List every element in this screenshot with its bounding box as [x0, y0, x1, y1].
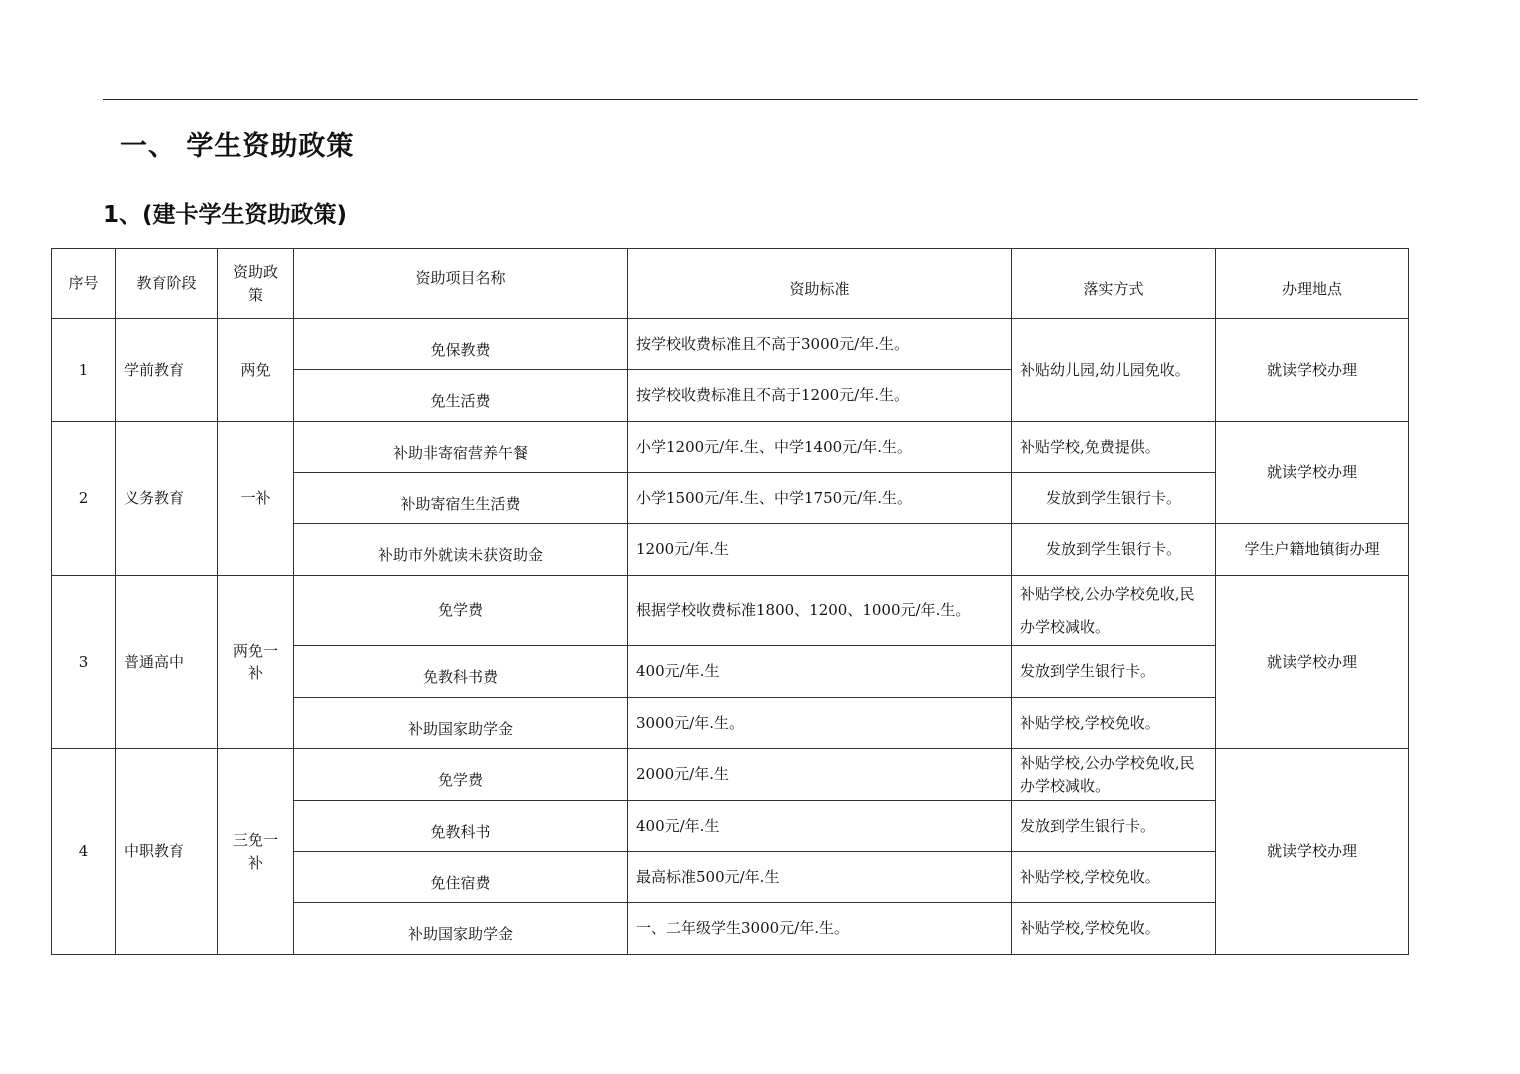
- row-no: 1: [52, 319, 116, 422]
- item-method: 发放到学生银行卡。: [1012, 524, 1216, 576]
- item-standard: 小学1200元/年.生、中学1400元/年.生。: [628, 422, 1012, 473]
- item-name: 免教科书费: [294, 646, 628, 698]
- header-location: 办理地点: [1216, 249, 1409, 319]
- item-standard: 根据学校收费标准1800、1200、1000元/年.生。: [628, 576, 1012, 646]
- table-row: [52, 576, 1409, 646]
- item-standard: 2000元/年.生: [628, 749, 1012, 801]
- item-standard: 400元/年.生: [628, 646, 1012, 698]
- item-name: 补助国家助学金: [294, 903, 628, 955]
- header-policy: 资助政策: [218, 249, 294, 319]
- item-method: 发放到学生银行卡。: [1012, 646, 1216, 698]
- row-policy: 两免一补: [218, 576, 294, 749]
- table-row: [52, 319, 1409, 370]
- item-name: 免教科书: [294, 801, 628, 852]
- item-name: 免住宿费: [294, 852, 628, 903]
- header-stage: 教育阶段: [116, 249, 218, 319]
- row-stage: 中职教育: [116, 749, 218, 955]
- item-name: 补助非寄宿营养午餐: [294, 422, 628, 473]
- header-standard: 资助标准: [628, 249, 1012, 319]
- row-stage: 普通高中: [116, 576, 218, 749]
- row-stage: 义务教育: [116, 422, 218, 576]
- section-heading: 一、 学生资助政策: [120, 131, 355, 162]
- policy-table: [51, 248, 1409, 955]
- item-method: 补贴学校,学校免收。: [1012, 698, 1216, 749]
- item-standard: 按学校收费标准且不高于1200元/年.生。: [628, 370, 1012, 422]
- header-rule: [103, 99, 1418, 100]
- row-policy: 两免: [218, 319, 294, 422]
- item-method: 补贴学校,公办学校免收,民办学校减收。: [1012, 576, 1216, 646]
- row-method: 补贴幼儿园,幼儿园免收。: [1012, 319, 1216, 422]
- item-name: 免学费: [294, 749, 628, 801]
- row-location: 就读学校办理: [1216, 422, 1409, 524]
- row-location: 就读学校办理: [1216, 576, 1409, 749]
- item-name: 免学费: [294, 576, 628, 646]
- row-policy: 三免一补: [218, 749, 294, 955]
- item-standard: 最高标准500元/年.生: [628, 852, 1012, 903]
- item-standard: 1200元/年.生: [628, 524, 1012, 576]
- row-stage: 学前教育: [116, 319, 218, 422]
- item-method: 发放到学生银行卡。: [1012, 801, 1216, 852]
- header-no: 序号: [52, 249, 116, 319]
- header-item: 资助项目名称: [294, 249, 628, 319]
- table-header-row: [52, 249, 1409, 319]
- item-location: 学生户籍地镇街办理: [1216, 524, 1409, 576]
- table-row: [52, 749, 1409, 801]
- item-standard: 400元/年.生: [628, 801, 1012, 852]
- table-row: [52, 422, 1409, 473]
- item-name: 免生活费: [294, 370, 628, 422]
- row-no: 4: [52, 749, 116, 955]
- item-name: 补助寄宿生生活费: [294, 473, 628, 524]
- row-no: 2: [52, 422, 116, 576]
- header-method: 落实方式: [1012, 249, 1216, 319]
- item-method: 补贴学校,学校免收。: [1012, 903, 1216, 955]
- item-method: 补贴学校,公办学校免收,民办学校减收。: [1012, 749, 1216, 801]
- item-name: 补助国家助学金: [294, 698, 628, 749]
- item-name: 免保教费: [294, 319, 628, 370]
- row-location: 就读学校办理: [1216, 319, 1409, 422]
- row-location: 就读学校办理: [1216, 749, 1409, 955]
- item-standard: 3000元/年.生。: [628, 698, 1012, 749]
- item-standard: 小学1500元/年.生、中学1750元/年.生。: [628, 473, 1012, 524]
- item-standard: 一、二年级学生3000元/年.生。: [628, 903, 1012, 955]
- item-method: 发放到学生银行卡。: [1012, 473, 1216, 524]
- item-method: 补贴学校,免费提供。: [1012, 422, 1216, 473]
- item-standard: 按学校收费标准且不高于3000元/年.生。: [628, 319, 1012, 370]
- subsection-heading: 1、(建卡学生资助政策): [103, 202, 348, 228]
- item-method: 补贴学校,学校免收。: [1012, 852, 1216, 903]
- item-name: 补助市外就读未获资助金: [294, 524, 628, 576]
- row-policy: 一补: [218, 422, 294, 576]
- row-no: 3: [52, 576, 116, 749]
